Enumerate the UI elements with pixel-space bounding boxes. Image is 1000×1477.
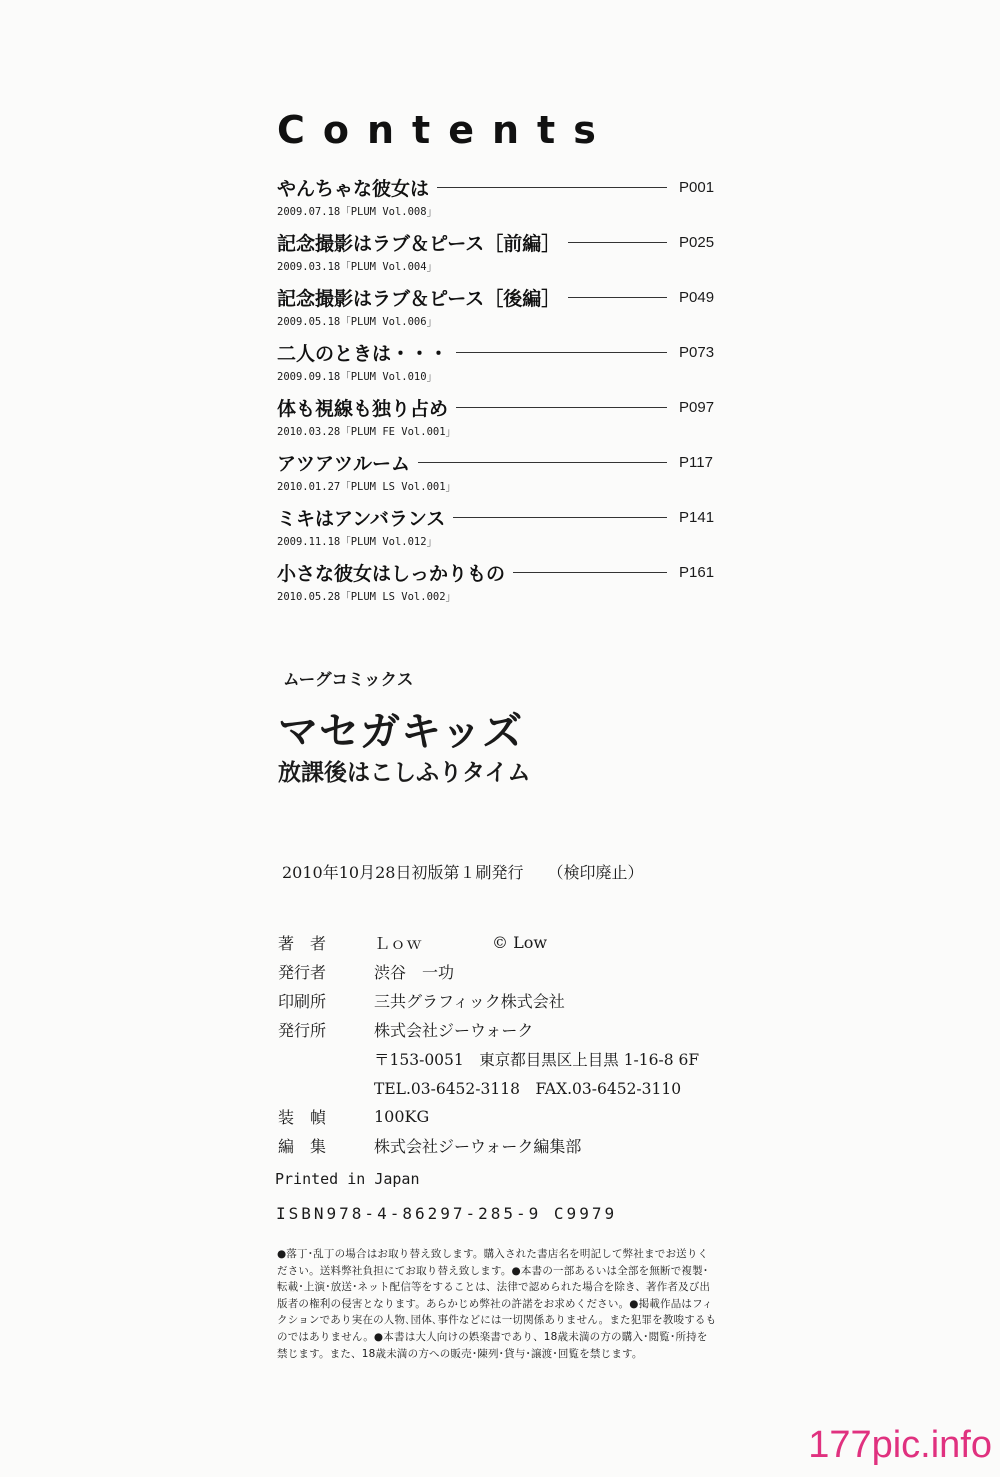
- toc-entry: [277, 392, 717, 447]
- toc-source: 2010.05.28「PLUM LS Vol.002」: [277, 591, 457, 603]
- toc-entry: [277, 227, 717, 282]
- watermark: 177pic.info: [808, 1424, 992, 1466]
- printed-in: Printed in Japan: [275, 1170, 420, 1188]
- seal-note: （検印廃止）: [547, 863, 644, 882]
- toc-source: 2009.03.18「PLUM Vol.004」: [277, 261, 438, 273]
- printer: 三共グラフィック株式会社: [374, 992, 565, 1011]
- toc-leader-line: [453, 517, 667, 518]
- printer-label: 印刷所: [278, 992, 327, 1011]
- toc-line: [277, 227, 717, 257]
- toc-leader-line: [568, 297, 667, 298]
- legal-notice: ●落丁･乱丁の場合はお取り替え致します。購入された書店名を明記して弊社までお送りください。送料弊社負担にてお取り替え致します。●本書の一部あるいは全部を無断で複製･転載･上演･放送･ネット配信等をすることは、法律で認められた場合を除き、著作者及び出版者の権利の侵害となります。あらかじめ弊社の許諾をお求めください。●掲載作品はフィクションであり実在の人物､団体､事件などには一切関係ありません。また犯罪を教唆するものではありません。●本書は大人向けの娯楽書であり、18歳未満の方の購入･閲覧･所持を禁じます。また、18歳未満の方への販売･陳列･貸与･譲渡･回覧を禁じます。: [277, 1248, 717, 1360]
- publisher-address: 〒153-0051 東京都目黒区上目黒 1-16-8 6F: [374, 1050, 700, 1069]
- toc-source: 2009.05.18「PLUM Vol.006」: [277, 316, 438, 328]
- publisher-label: 発行所: [278, 1021, 327, 1040]
- toc-page-number: P141: [679, 508, 715, 526]
- author-name: Ｌｏｗ: [374, 934, 423, 953]
- toc-title: ミキはアンバランス: [277, 507, 446, 530]
- toc-entry: [277, 447, 717, 502]
- toc-leader-line: [513, 572, 667, 573]
- design-label: 装 幀: [278, 1108, 327, 1127]
- toc-leader-line: [418, 462, 667, 463]
- publisher: 株式会社ジーウォーク: [374, 1021, 534, 1040]
- publisher-person: 渋谷 一功: [374, 963, 455, 982]
- toc-page-number: P025: [679, 233, 715, 251]
- toc-page-number: P073: [679, 343, 715, 361]
- toc-title: 記念撮影はラブ＆ピース［前編］: [277, 232, 561, 255]
- series-label: ムーグコミックス: [283, 670, 414, 689]
- table-of-contents: [277, 172, 717, 612]
- credit-row-publisher: [278, 1015, 699, 1044]
- toc-page-number: P049: [679, 288, 715, 306]
- editor: 株式会社ジーウォーク編集部: [374, 1137, 582, 1156]
- publication-date: 2010年10月28日初版第１刷発行: [282, 863, 524, 882]
- toc-title: 小さな彼女はしっかりもの: [277, 562, 506, 585]
- toc-title: 記念撮影はラブ＆ピース［後編］: [277, 287, 561, 310]
- toc-line: [277, 447, 717, 477]
- credit-row-author: [278, 928, 699, 957]
- contents-heading: Contents: [277, 108, 614, 152]
- toc-entry: [277, 502, 717, 557]
- credit-row-editor: [278, 1131, 699, 1160]
- toc-line: [277, 557, 717, 587]
- author-label: 著 者: [278, 934, 327, 953]
- publisher-person-label: 発行者: [278, 963, 327, 982]
- toc-title: アツアツルーム: [277, 452, 411, 475]
- credit-row-printer: [278, 986, 699, 1015]
- publisher-phone: TEL.03-6452-3118 FAX.03-6452-3110: [374, 1079, 682, 1098]
- design: 100KG: [374, 1107, 430, 1126]
- toc-entry: [277, 337, 717, 392]
- toc-line: [277, 282, 717, 312]
- toc-source: 2010.03.28「PLUM FE Vol.001」: [277, 426, 457, 438]
- toc-leader-line: [437, 187, 667, 188]
- toc-line: [277, 337, 717, 367]
- toc-source: 2009.11.18「PLUM Vol.012」: [277, 536, 438, 548]
- isbn: ISBN978-4-86297-285-9 C9979: [276, 1204, 618, 1223]
- toc-entry: [277, 557, 717, 612]
- toc-line: [277, 502, 717, 532]
- toc-title: 体も視線も独り占め: [277, 397, 449, 420]
- book-subtitle: 放課後はこしふりタイム: [278, 760, 531, 786]
- toc-leader-line: [568, 242, 667, 243]
- toc-entry: [277, 282, 717, 337]
- toc-page-number: P161: [679, 563, 715, 581]
- editor-label: 編 集: [278, 1137, 327, 1156]
- toc-title: やんちゃな彼女は: [277, 177, 430, 200]
- toc-leader-line: [456, 407, 667, 408]
- toc-page-number: P001: [679, 178, 715, 196]
- credit-row-design: [278, 1102, 699, 1131]
- book-title: マセガキッズ: [278, 709, 524, 755]
- toc-source: 2009.09.18「PLUM Vol.010」: [277, 371, 438, 383]
- toc-source: 2009.07.18「PLUM Vol.008」: [277, 206, 438, 218]
- toc-title: 二人のときは・・・: [277, 342, 449, 365]
- toc-page-number: P097: [679, 398, 715, 416]
- credits: [278, 928, 699, 1160]
- copyright: © Low: [492, 933, 548, 952]
- toc-source: 2010.01.27「PLUM LS Vol.001」: [277, 481, 457, 493]
- publication-date-line: [282, 860, 643, 883]
- toc-leader-line: [456, 352, 667, 353]
- credit-row-publisher-person: [278, 957, 699, 986]
- toc-entry: [277, 172, 717, 227]
- toc-line: [277, 172, 717, 202]
- toc-page-number: P117: [679, 453, 713, 471]
- toc-line: [277, 392, 717, 422]
